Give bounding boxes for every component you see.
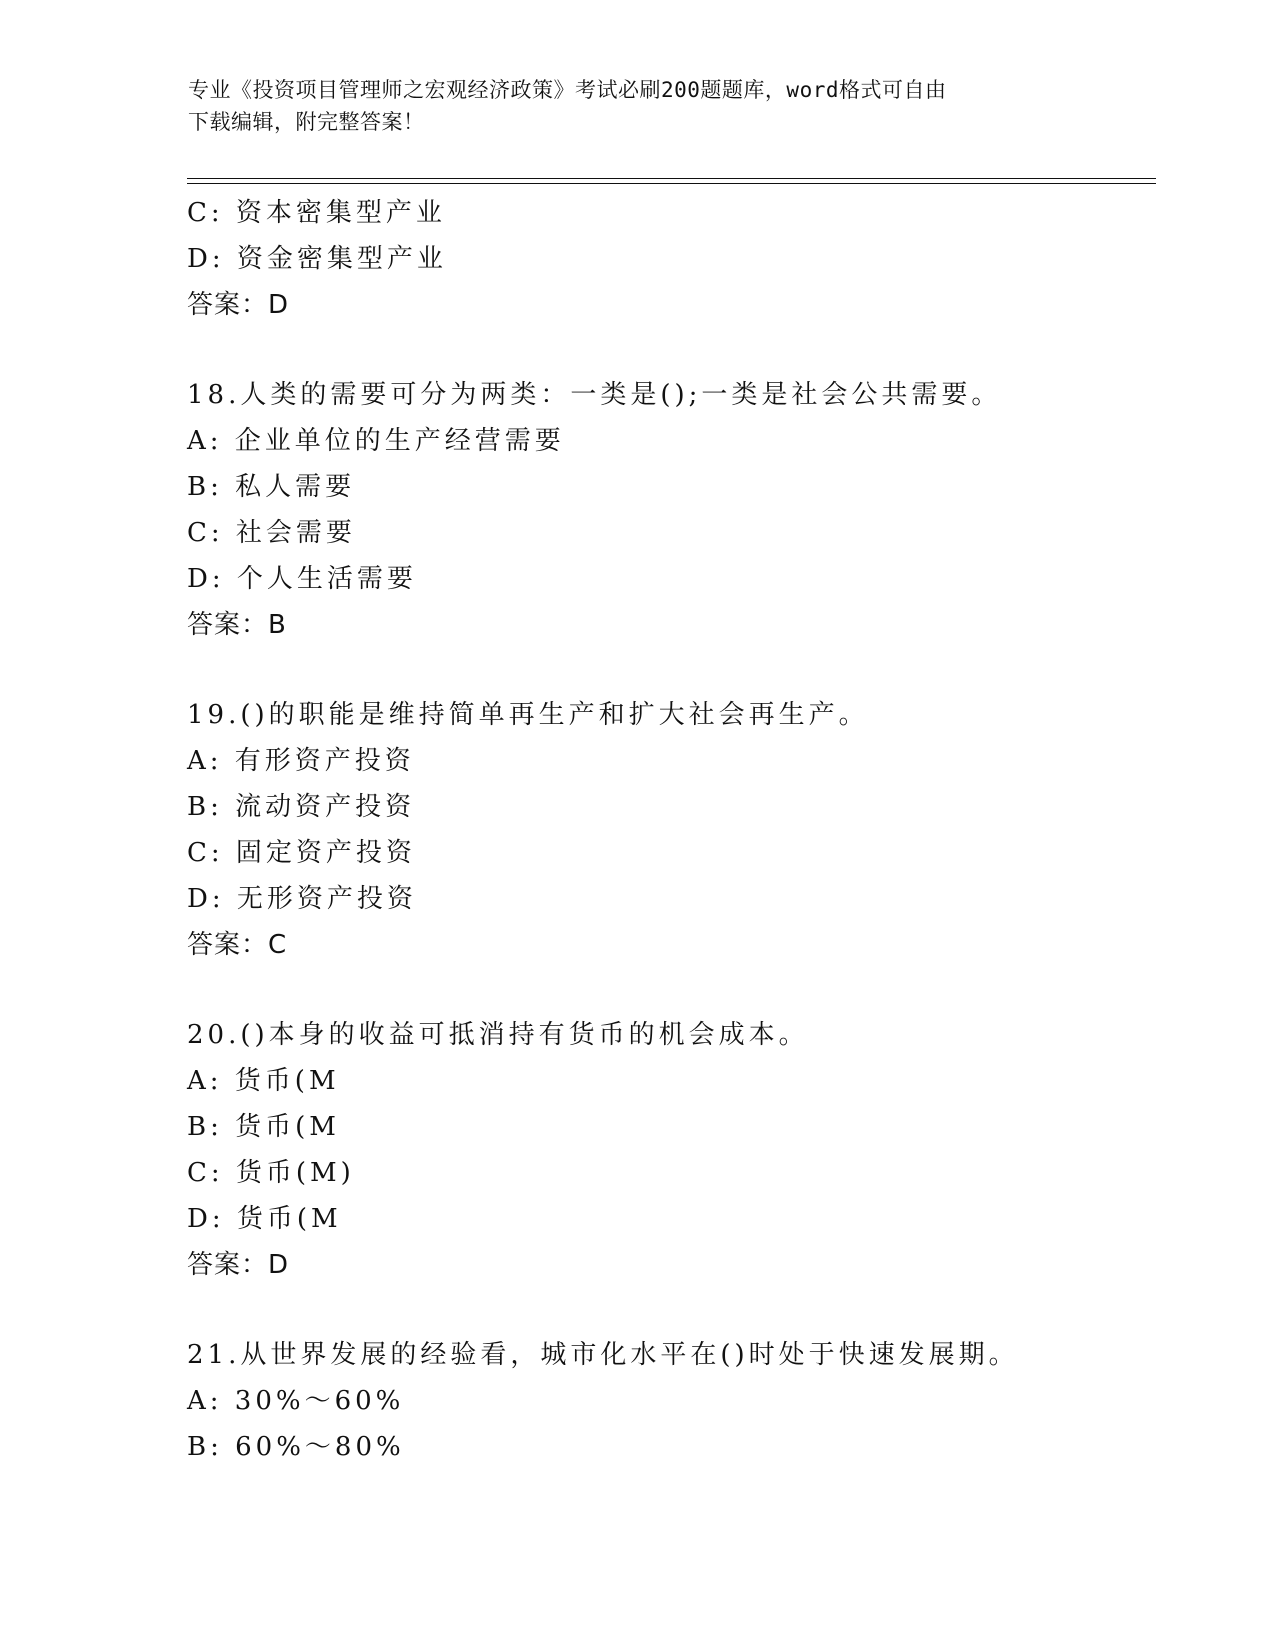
option-d: D: 资金密集型产业 xyxy=(187,244,447,274)
question-20 xyxy=(187,1012,1167,1288)
option-d: D: 无形资产投资 xyxy=(187,884,417,914)
option-a: A: 有形资产投资 xyxy=(187,746,415,776)
spacer xyxy=(187,1288,1167,1332)
option-a: A: 30%～60% xyxy=(187,1386,405,1416)
question-17-continued xyxy=(187,190,1167,328)
spacer xyxy=(187,648,1167,692)
option-c: C: 货币(M) xyxy=(187,1158,355,1188)
question-18 xyxy=(187,372,1167,648)
option-d: D: 货币(M xyxy=(187,1204,342,1234)
option-b: B: 60%～80% xyxy=(187,1432,405,1462)
option-d: D: 个人生活需要 xyxy=(187,564,417,594)
question-list xyxy=(187,190,1167,1470)
header-divider-bottom xyxy=(187,183,1156,184)
question-stem: 21.从世界发展的经验看，城市化水平在()时处于快速发展期。 xyxy=(187,1340,1019,1370)
question-stem: 20.()本身的收益可抵消持有货币的机会成本。 xyxy=(187,1020,809,1050)
option-c: C: 固定资产投资 xyxy=(187,838,416,868)
option-b: B: 私人需要 xyxy=(187,472,356,502)
document-header xyxy=(188,74,1068,138)
header-line-1: 专业《投资项目管理师之宏观经济政策》考试必刷200题题库，word格式可自由 xyxy=(188,78,947,102)
option-a: A: 货币(M xyxy=(187,1066,340,1096)
header-divider-top xyxy=(187,178,1156,179)
option-a: A: 企业单位的生产经营需要 xyxy=(187,426,565,456)
answer: 答案：D xyxy=(187,290,290,320)
question-19 xyxy=(187,692,1167,968)
option-c: C: 社会需要 xyxy=(187,518,356,548)
spacer xyxy=(187,328,1167,372)
option-c: C: 资本密集型产业 xyxy=(187,198,446,228)
answer: 答案：D xyxy=(187,1250,290,1280)
question-stem: 19.()的职能是维持简单再生产和扩大社会再生产。 xyxy=(187,700,869,730)
option-b: B: 货币(M xyxy=(187,1112,340,1142)
question-21 xyxy=(187,1332,1167,1470)
question-stem: 18.人类的需要可分为两类：一类是();一类是社会公共需要。 xyxy=(187,380,1002,410)
header-line-2: 下载编辑，附完整答案！ xyxy=(188,110,425,134)
answer: 答案：B xyxy=(187,610,287,640)
answer: 答案：C xyxy=(187,930,288,960)
spacer xyxy=(187,968,1167,1012)
option-b: B: 流动资产投资 xyxy=(187,792,416,822)
